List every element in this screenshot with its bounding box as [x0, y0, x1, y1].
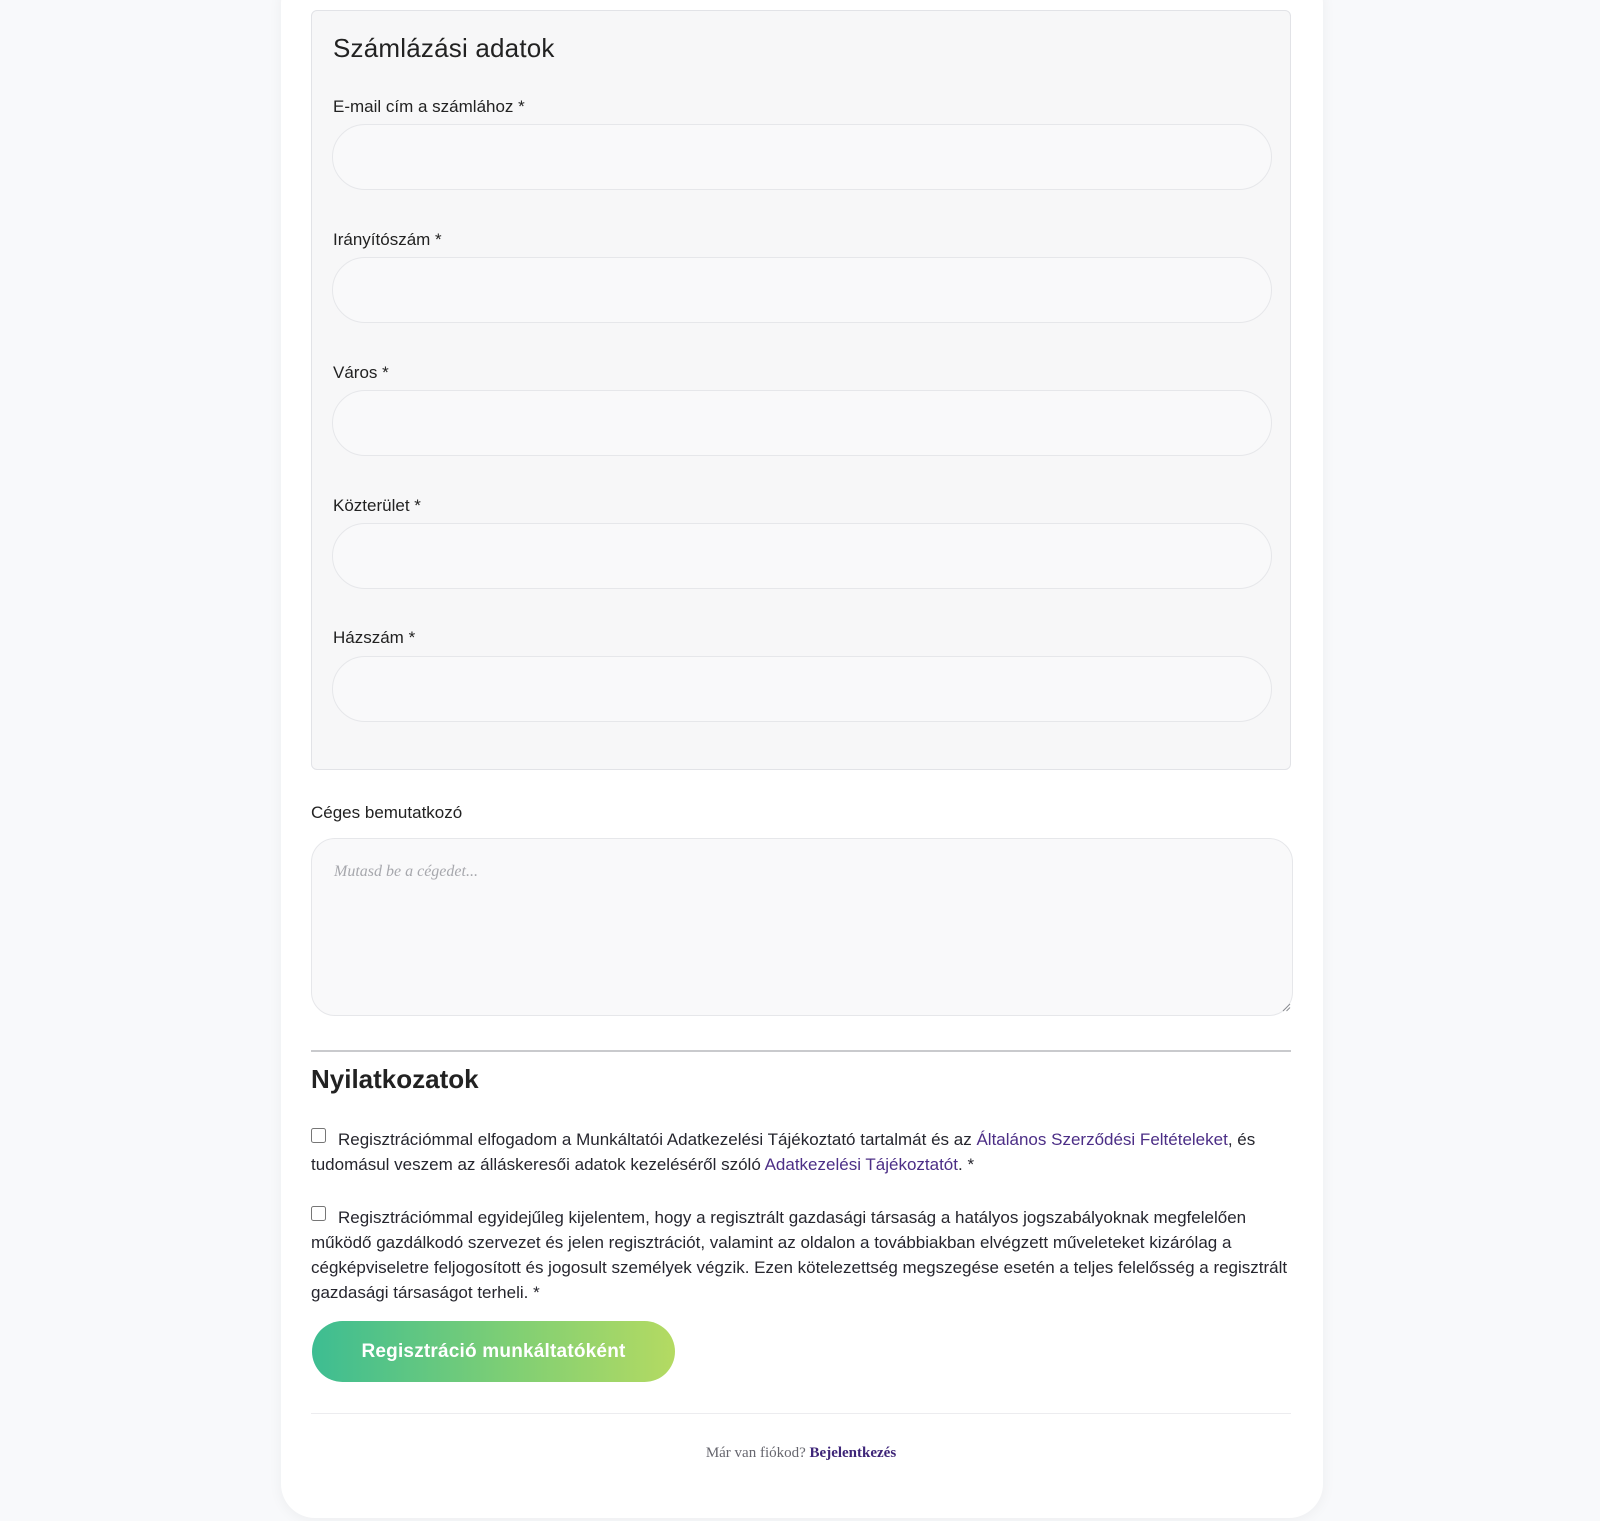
terms-text-before: Regisztrációmmal elfogadom a Munkáltatói Adatkezelési Tájékoztató tartalmát és az: [338, 1130, 977, 1149]
zip-code-label: Irányítószám *: [333, 230, 442, 249]
billing-section: [311, 10, 1291, 770]
register-employer-button[interactable]: Regisztráció munkáltatóként: [312, 1321, 675, 1382]
house-number-label: Házszám *: [333, 628, 416, 647]
billing-email-label: E-mail cím a számlához *: [333, 97, 525, 116]
login-prompt: [311, 1445, 1291, 1462]
billing-email-input[interactable]: [332, 124, 1272, 190]
company-declaration-checkbox[interactable]: [311, 1206, 326, 1221]
declaration-terms: [311, 1127, 1291, 1177]
terms-checkbox[interactable]: [311, 1128, 326, 1143]
company-declaration-text: Regisztrációmmal egyidejűleg kijelentem, hogy a regisztrált gazdasági társaság a hatályos jogszabályoknak megfelelően működő gazdálkodó szervezet és jelen regisztrációt, valamint az oldalon a továbbiakban elvégzett műveleteket kizárólag a cégképviseletre feljogosított és jogosult személyek végzik. Ezen kötelezettség megszegése esetén a teljes felelősség a regisztrált gazdasági társaságot terheli. *: [311, 1208, 1288, 1302]
login-prompt-text: Már van fiókod?: [705, 1445, 806, 1461]
declarations-title: Nyilatkozatok: [311, 1064, 479, 1094]
terms-link[interactable]: Általános Szerződési Feltételeket: [976, 1130, 1228, 1149]
section-divider: [311, 1050, 1291, 1052]
billing-section-title: Számlázási adatok: [333, 33, 555, 63]
footer-divider: [311, 1413, 1291, 1414]
company-intro-textarea[interactable]: [311, 838, 1293, 1016]
street-input[interactable]: [332, 523, 1272, 589]
city-label: Város *: [333, 363, 389, 382]
house-number-input[interactable]: [332, 656, 1272, 722]
zip-code-input[interactable]: [332, 257, 1272, 323]
company-intro-label: Céges bemutatkozó: [311, 803, 463, 822]
city-input[interactable]: [332, 390, 1272, 456]
street-label: Közterület *: [333, 496, 421, 515]
terms-text-middle: , és tudomásul veszem az álláskeresői adatok kezeléséről szóló: [311, 1130, 1256, 1174]
terms-text-after: . *: [958, 1155, 975, 1174]
declaration-company: [311, 1205, 1291, 1305]
resize-grip-icon[interactable]: [1282, 1003, 1291, 1012]
privacy-policy-link[interactable]: Adatkezelési Tájékoztatót: [764, 1155, 958, 1174]
login-link[interactable]: Bejelentkezés: [809, 1445, 897, 1461]
